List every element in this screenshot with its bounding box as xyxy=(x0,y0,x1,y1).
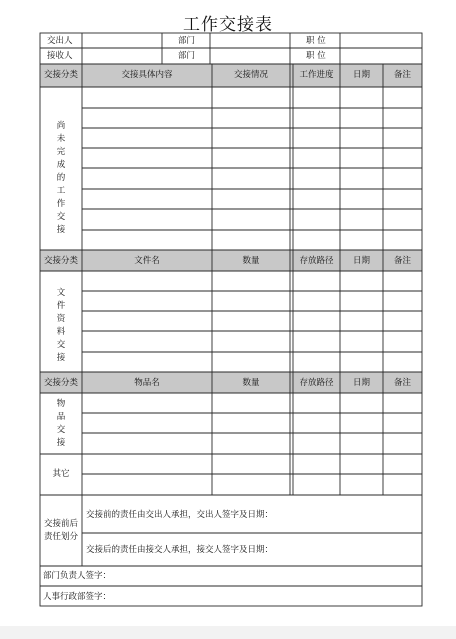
header-fills xyxy=(40,64,422,393)
label-position-1: 职 位 xyxy=(306,36,326,46)
s1-col-progress: 工作进度 xyxy=(299,70,334,80)
s2-col-note: 备注 xyxy=(393,256,411,266)
s2-col-name: 文件名 xyxy=(134,256,160,266)
s3-col-category: 交接分类 xyxy=(43,378,78,388)
sig-dept-head: 部门负责人签字： xyxy=(43,571,112,581)
s2-col-path: 存放路径 xyxy=(299,256,334,266)
s3-col-note: 备注 xyxy=(393,378,411,388)
label-received-by: 接收人 xyxy=(47,51,73,61)
s3-col-date: 日期 xyxy=(352,378,370,388)
sig-hr: 人事行政部签字： xyxy=(43,592,112,602)
label-dept-1: 部门 xyxy=(178,36,196,46)
grid-lines xyxy=(40,33,422,606)
label-position-2: 职 位 xyxy=(306,51,326,61)
s3-other-label: 其它 xyxy=(52,469,70,479)
label-handover-by: 交出人 xyxy=(47,36,73,46)
s3-col-path: 存放路径 xyxy=(299,378,334,388)
s3-col-qty: 数量 xyxy=(242,378,260,388)
s1-col-category: 交接分类 xyxy=(43,70,78,80)
s1-col-date: 日期 xyxy=(352,70,370,80)
s3-side-label: 物 品 交 接 xyxy=(56,399,66,448)
s3-col-name: 物品名 xyxy=(134,378,160,388)
resp-after-text: 交接后的责任由接交人承担，接交人签字及日期： xyxy=(86,545,274,555)
s1-col-status: 交接情况 xyxy=(233,70,268,80)
s1-col-note: 备注 xyxy=(393,70,411,80)
s2-side-label: 文 件 资 料 交 接 xyxy=(56,288,66,363)
resp-before-text: 交接前的责任由交出人承担，交出人签字及日期： xyxy=(86,510,274,520)
s1-col-content: 交接具体内容 xyxy=(121,70,173,80)
resp-label-line2: 责任划分 xyxy=(43,532,78,542)
s2-col-qty: 数量 xyxy=(242,256,260,266)
resp-label-line1: 交接前后 xyxy=(43,519,78,529)
s1-side-label: 尚 未 完 成 的 工 作 交 接 xyxy=(56,121,66,235)
s2-col-date: 日期 xyxy=(352,256,370,266)
s2-col-category: 交接分类 xyxy=(43,256,78,266)
label-dept-2: 部门 xyxy=(178,51,196,61)
form-title: 工作交接表 xyxy=(183,15,273,35)
